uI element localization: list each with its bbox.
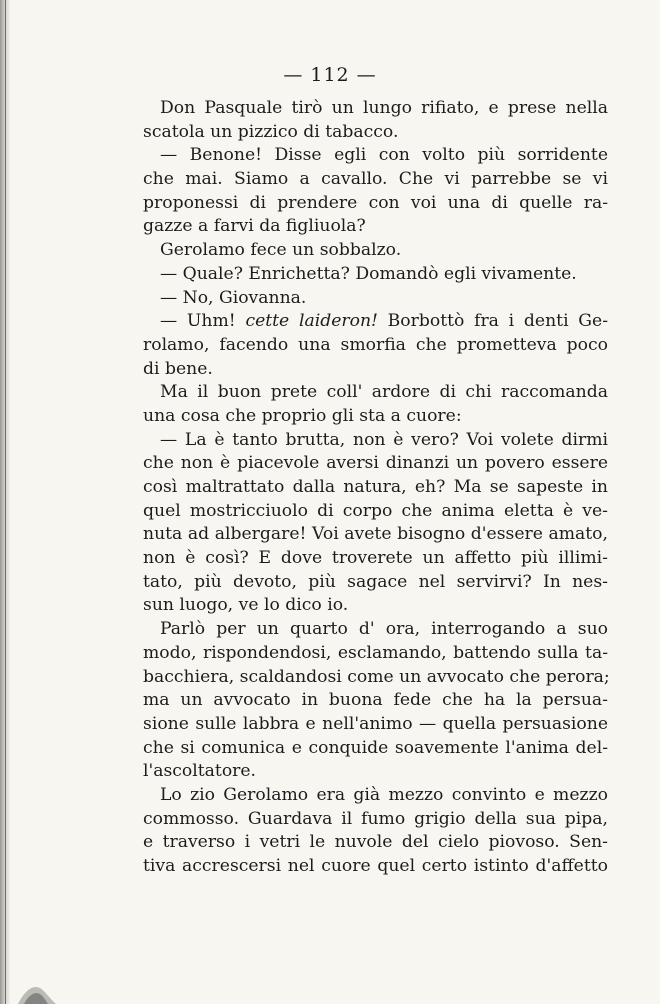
text-line: rolamo, facendo una smorfia che prometteva poco <box>143 334 608 355</box>
text-line: quel mostricciuolo di corpo che anima eletta è ve- <box>143 500 608 521</box>
text-line <box>143 310 608 334</box>
text-line: scatola un pizzico di tabacco. <box>143 121 399 142</box>
text-line: sione sulle labbra e nell'animo — quella persuasione <box>143 713 608 734</box>
text-line: tato, più devoto, più sagace nel servirvi? In nes- <box>143 571 608 592</box>
text-line: Ma il buon prete coll' ardore di chi raccomanda <box>160 382 608 403</box>
text-line: modo, rispondendosi, esclamando, battendo sulla ta- <box>143 642 608 663</box>
text-line: e traverso i vetri le nuvole del cielo piovoso. Sen- <box>143 832 608 853</box>
text-line: una cosa che proprio gli sta a cuore: <box>143 405 462 426</box>
binding-edge-line <box>5 0 6 1004</box>
text-line: Parlò per un quarto d' ora, interrogando a suo <box>160 619 608 640</box>
italic-phrase: cette laideron! <box>245 311 378 332</box>
page-number: — 112 — <box>283 64 377 86</box>
text-line: di bene. <box>143 358 213 379</box>
text-line: bacchiera, scaldandosi come un avvocato che perora; <box>143 666 610 687</box>
text-line: che si comunica e conquide soavemente l'anima del- <box>143 737 608 758</box>
text-segment: Borbottò fra i denti Ge- <box>377 311 609 332</box>
text-line: nuta ad albergare! Voi avete bisogno d'essere amato, <box>143 524 608 545</box>
text-line: commosso. Guardava il fumo grigio della sua pipa, <box>143 808 608 829</box>
text-line: — La è tanto brutta, non è vero? Voi volete dirmi <box>160 429 608 450</box>
text-line: non è così? E dove troverete un affetto più illimi- <box>143 548 608 569</box>
page-binding-edge <box>0 0 10 1004</box>
page-corner-smudge <box>10 944 70 1004</box>
text-line: tiva accrescersi nel cuore quel certo istinto d'affetto <box>143 856 608 876</box>
text-line: così maltrattato dalla natura, eh? Ma se sapeste in <box>143 477 608 497</box>
body-text <box>143 97 608 879</box>
text-line: gazze a farvi da figliuola? <box>143 216 366 237</box>
text-segment: — Uhm! <box>160 311 246 332</box>
text-line: — No, Giovanna. <box>160 287 307 308</box>
text-line: ma un avvocato in buona fede che ha la persua- <box>143 690 608 711</box>
text-line: sun luogo, ve lo dico io. <box>143 595 349 616</box>
text-line: Gerolamo fece un sobbalzo. <box>160 240 402 261</box>
text-line: — Benone! Disse egli con volto più sorridente <box>160 145 608 166</box>
text-line: proponessi di prendere con voi una di quelle ra- <box>143 192 608 213</box>
text-line: — Quale? Enrichetta? Domandò egli vivamente. <box>160 263 577 284</box>
text-line: che non è piacevole aversi dinanzi un povero essere <box>143 453 608 474</box>
text-line: Lo zio Gerolamo era già mezzo convinto e mezzo <box>160 784 608 805</box>
text-line: Don Pasquale tirò un lungo rifiato, e prese nella <box>160 98 608 118</box>
text-line: l'ascoltatore. <box>143 761 257 782</box>
text-line: che mai. Siamo a cavallo. Che vi parrebbe se vi <box>143 169 608 190</box>
